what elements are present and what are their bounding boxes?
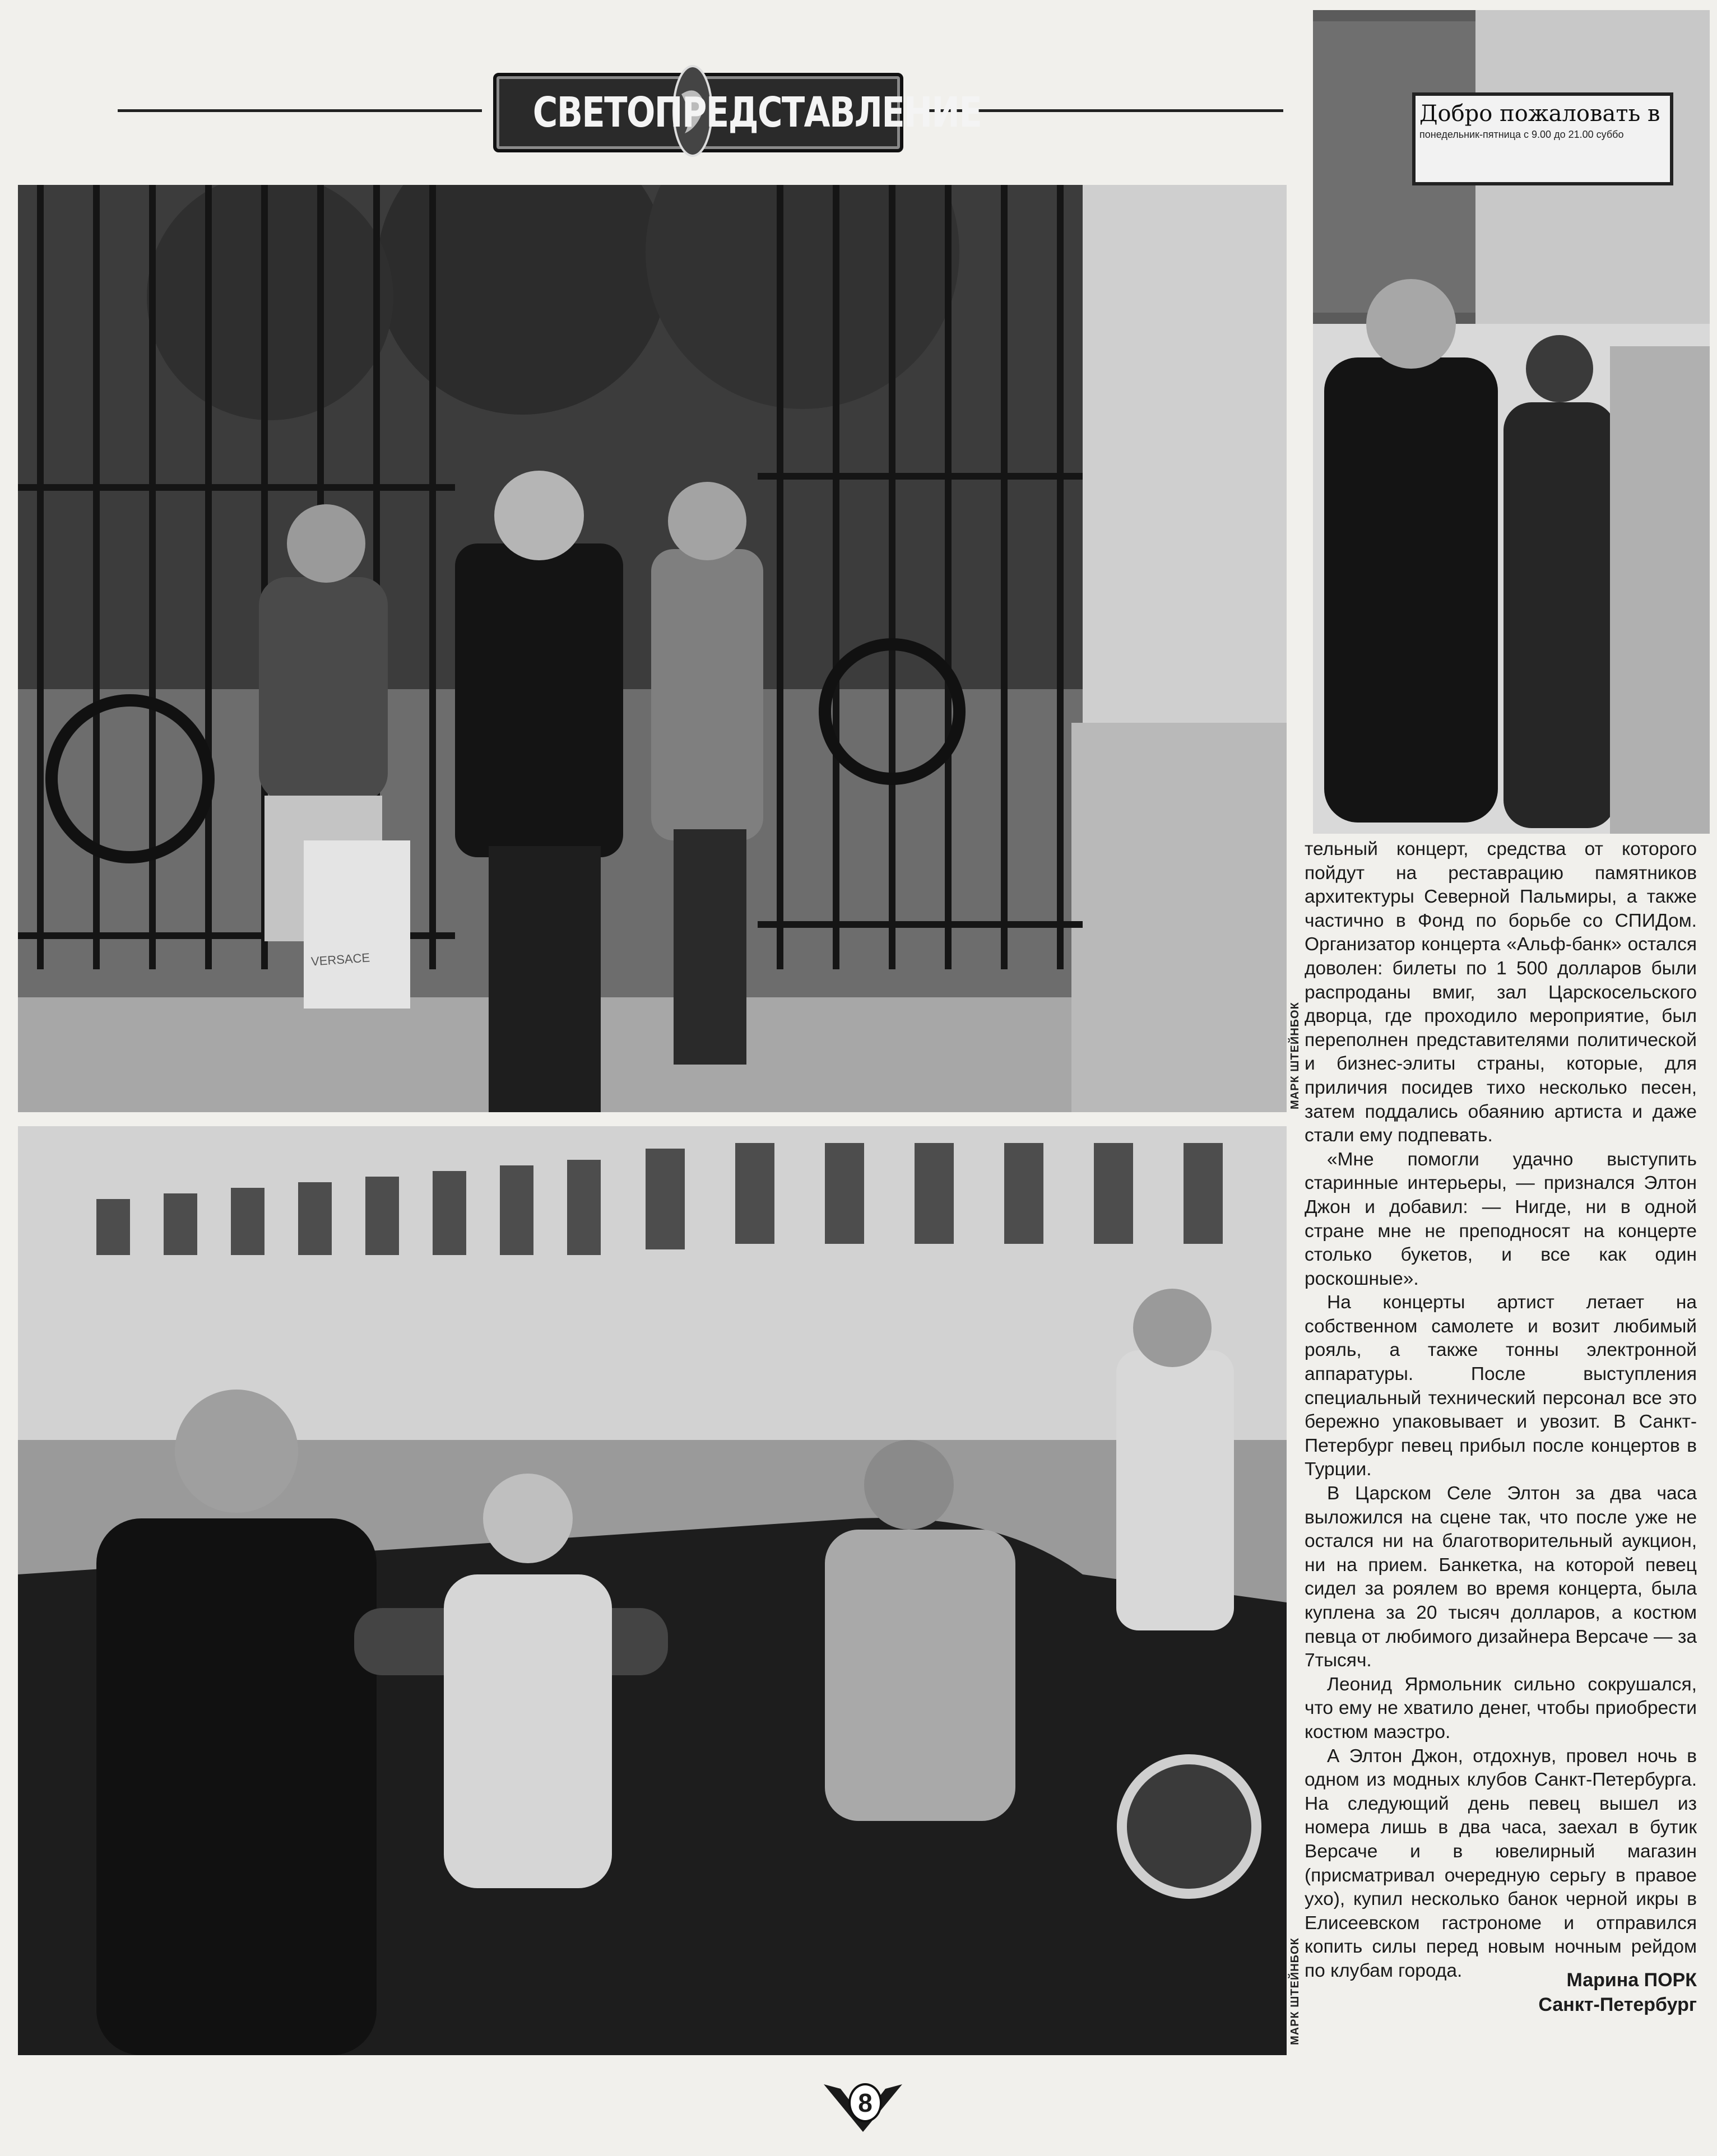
shopping-bag-label: VERSACE (310, 950, 370, 969)
article-paragraph: «Мне помогли удачно выступить старинные интерьеры, — признался Элтон Джон и добавил: — Нигде, ни в одной стране мне не преподносят на концерте столько букетов, и все как один роскошные». (1305, 1149, 1697, 1289)
photo-gate-exit (18, 185, 1287, 1112)
welcome-sign-hours: понедельник-пятница с 9.00 до 21.00 суббо (1419, 129, 1624, 140)
header-rule-left (118, 109, 482, 112)
article-body (1305, 838, 1697, 1983)
article-signature (1538, 1968, 1697, 2017)
photo-credit-gate: МАРК ШТЕЙНБОК (1289, 1002, 1301, 1109)
article-paragraph: тельный концерт, средства от которого пойдут на реставрацию памятников архитектуры Северной Пальмиры, а также частично в Фонд по борьбе со СПИДом. Организатор концерта «Альф-банк» остался доволен: билеты по 1 500 долларов были распроданы вмиг, зал Царскосельского дворца, где проходило мероприятие, был переполнен представителями политической и бизнес-элиты страны, которые, для приличия посидев тихо несколько песен, затем поддались обаянию артиста и даже стали ему подпевать. (1305, 839, 1697, 1146)
author-city: Санкт-Петербург (1538, 1994, 1697, 2015)
article-paragraph: А Элтон Джон, отдохнув, провел ночь в одном из модных клубов Санкт-Петербурга. На следующий день певец вышел из номера лишь в два часа, заехал в бутик Версаче и в ювелирный магазин (присматривал очередную серьгу в правое ухо), купил несколько банок черной икры в Елисеевском гастрономе и отправился копить силы перед новым ночным рейдом по клубам города. (1305, 1745, 1697, 1981)
photo-crowd-street (1313, 10, 1710, 834)
page-number: 8 (848, 2083, 882, 2122)
page-number-badge (824, 2073, 902, 2135)
author-name: Марина ПОРК (1566, 1969, 1697, 1991)
photo-car-departure (18, 1126, 1287, 2055)
section-title: СВЕТОПРЕДСТАВЛЕНИЕ (532, 89, 982, 137)
photo-credit-car: МАРК ШТЕЙНБОК (1289, 1937, 1301, 2045)
welcome-sign-text: Добро пожаловать в (1419, 101, 1660, 127)
article-paragraph: В Царском Селе Элтон за два часа выложился на сцене так, что после уже не остался ни на благотворительный аукцион, ни на прием. Банкетка, на которой певец сидел за роялем во время концерта, была куплена за 20 тысяч долларов, а костюм певца от любимого дизайнера Версаче — за 7тысяч. (1305, 1483, 1697, 1671)
article-paragraph: На концерты артист летает на собственном самолете и возит любимый рояль, а также тонны электронной аппаратуры. После выступления специальный технический персонал все это бережно упаковывает и увозит. В Санкт-Петербург певец прибыл после концертов в Турции. (1305, 1292, 1697, 1480)
section-logo (493, 73, 982, 152)
article-paragraph: Леонид Ярмольник сильно сокрушался, что ему не хватило денег, чтобы приобрести костюм маэстро. (1305, 1674, 1697, 1743)
